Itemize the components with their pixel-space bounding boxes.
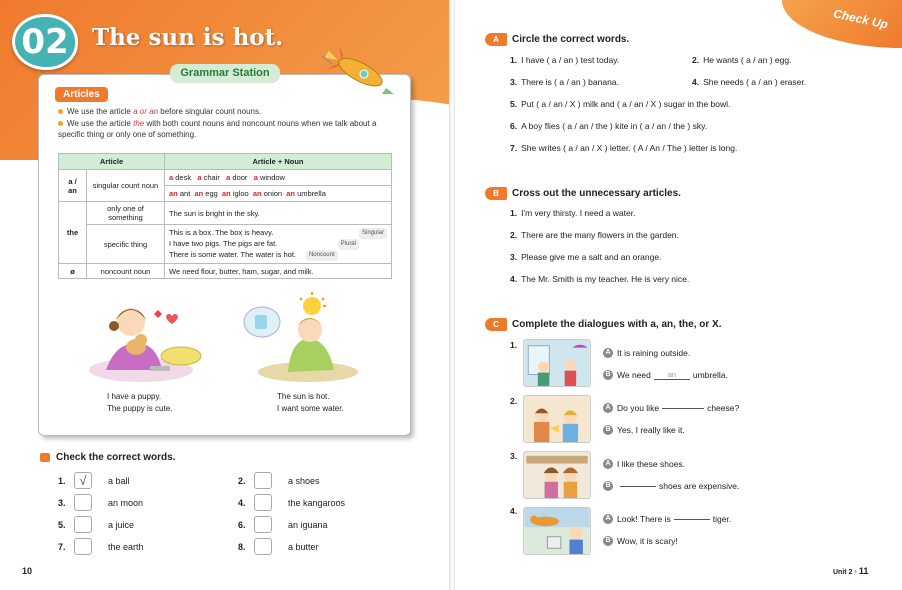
caption-right [277, 391, 344, 415]
cell-noncount: noncount noun [87, 264, 165, 279]
speaker-a-icon: A [603, 403, 613, 413]
cell-specific-examples [165, 225, 392, 264]
check-item-number: 3. [58, 497, 66, 508]
section-bullet-icon [40, 453, 50, 462]
question-b2 [510, 230, 679, 240]
rule-1-article: a or an [133, 107, 159, 116]
checkbox[interactable] [74, 538, 92, 555]
dialogue-2-line-a [603, 403, 739, 413]
check-item-text: the earth [108, 541, 144, 552]
check-item-text: an moon [108, 497, 144, 508]
check-item-number: 4. [238, 497, 246, 508]
check-item-number: 2. [238, 475, 246, 486]
rule-2 [58, 118, 398, 140]
answer-blank[interactable] [662, 408, 704, 409]
specific-example-2: I have two pigs. The pigs are fat. [169, 239, 278, 248]
q-number: 4. [692, 77, 700, 87]
check-item-text: a butter [288, 541, 319, 552]
section-b-heading [485, 187, 681, 200]
section-a-badge: A [485, 33, 507, 46]
check-item-2 [238, 472, 320, 489]
q-text: Please give me a salt and an orange. [521, 252, 662, 262]
line-text: We need [617, 370, 651, 380]
dialogue-2-number: 2. [510, 396, 518, 406]
dialogue-3-shoes-image [523, 451, 591, 499]
example-an-ant: an ant [169, 189, 191, 198]
checkbox[interactable] [254, 472, 272, 489]
check-item-4 [238, 494, 345, 511]
tag-plural: Plural [338, 239, 359, 250]
question-a5 [510, 99, 730, 109]
q-text: The Mr. Smith is my teacher. He is very nice. [521, 274, 690, 284]
question-b4 [510, 274, 689, 284]
example-a-door: a door [226, 173, 248, 182]
rule-1 [58, 106, 398, 117]
cell-only-one-example: The sun is bright in the sky. [165, 202, 392, 225]
question-a6 [510, 121, 707, 131]
dialogue-3-line-a [603, 459, 685, 469]
q-number: 5. [510, 99, 518, 109]
check-item-5 [58, 516, 134, 533]
right-page [451, 0, 902, 590]
dialogue-2-cheese-image [523, 395, 591, 443]
lesson-number-badge: 02 [12, 14, 78, 70]
dialogue-4-number: 4. [510, 506, 518, 516]
q-text: There is ( a / an ) banana. [521, 77, 619, 87]
q-text: He wants ( a / an ) egg. [703, 55, 792, 65]
section-c-badge: C [485, 318, 507, 331]
section-b-badge: B [485, 187, 507, 200]
rocket-icon [320, 48, 400, 98]
check-item-text: the kangaroos [288, 497, 346, 508]
cell-zero-article: ø [59, 264, 87, 279]
line-text: Do you like [617, 403, 660, 413]
q-number: 2. [692, 55, 700, 65]
section-a-title: Circle the correct words. [512, 34, 630, 45]
checkbox[interactable] [74, 494, 92, 511]
check-item-1 [58, 472, 130, 489]
example-an-igloo: an igloo [222, 189, 249, 198]
check-item-number: 6. [238, 519, 246, 530]
speaker-a-icon: A [603, 514, 613, 524]
answer-blank[interactable]: an [654, 370, 690, 380]
cell-specific: specific thing [87, 225, 165, 264]
check-title-text: Check the correct words. [56, 452, 176, 463]
line-text: Yes, I really like it. [617, 425, 685, 435]
speaker-b-icon: B [603, 481, 613, 491]
speaker-b-icon: B [603, 536, 613, 546]
check-item-6 [238, 516, 328, 533]
row-a-examples [165, 170, 392, 186]
caption-right-2: I want some water. [277, 404, 344, 413]
q-text: I have ( a / an ) test today. [521, 55, 620, 65]
specific-example-3: There is some water. The water is hot. [169, 250, 296, 259]
dialogue-4-line-a [603, 514, 731, 524]
check-item-number: 5. [58, 519, 66, 530]
line-text: It is raining outside. [617, 348, 691, 358]
example-a-desk: a desk [169, 173, 192, 182]
q-number: 4. [510, 274, 518, 284]
girl-puppy-illustration [86, 292, 210, 384]
checkbox[interactable] [254, 494, 272, 511]
page-footer-right: Unit 2 • 11 [833, 566, 869, 576]
section-c-title: Complete the dialogues with a, an, the, or X. [512, 319, 722, 330]
row-an-examples [165, 186, 392, 202]
q-text: Put ( a / an / X ) milk and ( a / an / X ) sugar in the bowl. [521, 99, 731, 109]
question-a2 [692, 55, 791, 65]
check-item-number: 1. [58, 475, 66, 486]
check-item-8 [238, 538, 319, 555]
check-item-7 [58, 538, 144, 555]
line-text: umbrella. [692, 370, 728, 380]
line-text: Look! There is [617, 514, 671, 524]
q-text: I'm very thirsty. I need a water. [521, 208, 636, 218]
line-text: shoes are expensive. [659, 481, 740, 491]
caption-left-2: The puppy is cute. [107, 404, 173, 413]
line-text: cheese? [707, 403, 740, 413]
checkbox[interactable] [254, 538, 272, 555]
question-a4 [692, 77, 806, 87]
example-a-window: a window [253, 173, 285, 182]
lesson-title: The sun is hot. [92, 24, 284, 51]
example-an-umbrella: an umbrella [286, 189, 326, 198]
specific-example-1: This is a box. The box is heavy. [169, 228, 274, 237]
q-number: 3. [510, 252, 518, 262]
dialogue-4-tiger-image [523, 507, 591, 555]
dialogue-1-line-a [603, 348, 690, 358]
example-a-chair: a chair [197, 173, 220, 182]
rule-1-text: We use the article [67, 107, 134, 116]
page-number-right: 11 [858, 566, 869, 576]
section-b-title: Cross out the unnecessary articles. [512, 188, 681, 199]
rule-2-article: the [133, 119, 145, 128]
answer-blank[interactable] [620, 486, 656, 487]
check-item-text: a juice [108, 519, 135, 530]
q-number: 1. [510, 55, 518, 65]
q-number: 7. [510, 143, 518, 153]
check-item-number: 7. [58, 541, 66, 552]
q-text: There are the many flowers in the garden. [521, 230, 679, 240]
speaker-a-icon: A [603, 459, 613, 469]
q-number: 3. [510, 77, 518, 87]
example-an-egg: an egg [194, 189, 218, 198]
dialogue-1-line-b [603, 370, 728, 380]
caption-left-1: I have a puppy. [107, 392, 162, 401]
speaker-a-icon: A [603, 348, 613, 358]
section-c-heading [485, 318, 721, 331]
cell-the: the [59, 202, 87, 264]
check-item-3 [58, 494, 143, 511]
q-number: 1. [510, 208, 518, 218]
dialogue-3-number: 3. [510, 451, 518, 461]
rule-2-text: We use the article [67, 119, 134, 128]
q-text: She writes ( a / an / X ) letter. ( A / An / The ) letter is long. [521, 143, 738, 153]
rule-1-tail: before singular count nouns. [158, 107, 262, 116]
check-item-number: 8. [238, 541, 246, 552]
boy-sun-illustration [238, 292, 366, 384]
line-text: tiger. [712, 514, 732, 524]
unit-label: Unit 2 [833, 569, 853, 576]
articles-tag: Articles [55, 87, 108, 102]
tag-noncount: Noncount [306, 250, 338, 261]
question-a7 [510, 143, 737, 153]
line-text: Wow, it is scary! [617, 536, 678, 546]
dialogue-3-line-b [603, 481, 739, 491]
check-up-corner [782, 0, 902, 48]
cell-singular: singular count noun [87, 170, 165, 202]
caption-right-1: The sun is hot. [277, 392, 330, 401]
check-section-title [40, 452, 175, 463]
q-number: 2. [510, 230, 518, 240]
dialogue-4-line-b [603, 536, 678, 546]
table-head-article: Article [59, 154, 165, 170]
q-text: She needs ( a / an ) eraser. [703, 77, 807, 87]
cell-only-one: only one of something [87, 202, 165, 225]
dialogue-2-line-b [603, 425, 685, 435]
book-gutter [449, 0, 455, 590]
check-item-text: a shoes [288, 475, 320, 486]
cell-noncount-example: We need flour, butter, ham, sugar, and milk. [165, 264, 392, 279]
q-text: A boy flies ( a / an / the ) kite in ( a / an / the ) sky. [521, 121, 708, 131]
question-b3 [510, 252, 661, 262]
tag-singular: Singular [359, 228, 387, 239]
rule-2-tail: with both count nouns and noncount nouns when we talk about a specific thing or only one of something. [58, 119, 377, 139]
question-b1 [510, 208, 635, 218]
grammar-station-label: Grammar Station [170, 64, 280, 83]
table-head-noun: Article + Noun [165, 154, 392, 170]
dialogue-1-rain-image [523, 339, 591, 387]
checkbox[interactable] [74, 516, 92, 533]
dialogue-1-number: 1. [510, 340, 518, 350]
check-item-text: a ball [108, 475, 130, 486]
check-item-text: an iguana [288, 519, 328, 530]
speaker-b-icon: B [603, 370, 613, 380]
question-a1 [510, 55, 619, 65]
checkbox[interactable] [254, 516, 272, 533]
checkbox[interactable]: √ [74, 472, 92, 489]
check-up-label: Check Up [831, 6, 889, 32]
q-number: 6. [510, 121, 518, 131]
cell-a-an: a / an [59, 170, 87, 202]
articles-table [58, 153, 392, 279]
speaker-b-icon: B [603, 425, 613, 435]
question-a3 [510, 77, 619, 87]
line-text: I like these shoes. [617, 459, 686, 469]
example-an-onion: an onion [252, 189, 283, 198]
page-number-left: 10 [22, 566, 33, 576]
section-a-heading [485, 33, 629, 46]
caption-left [107, 391, 172, 415]
answer-blank[interactable] [674, 519, 710, 520]
